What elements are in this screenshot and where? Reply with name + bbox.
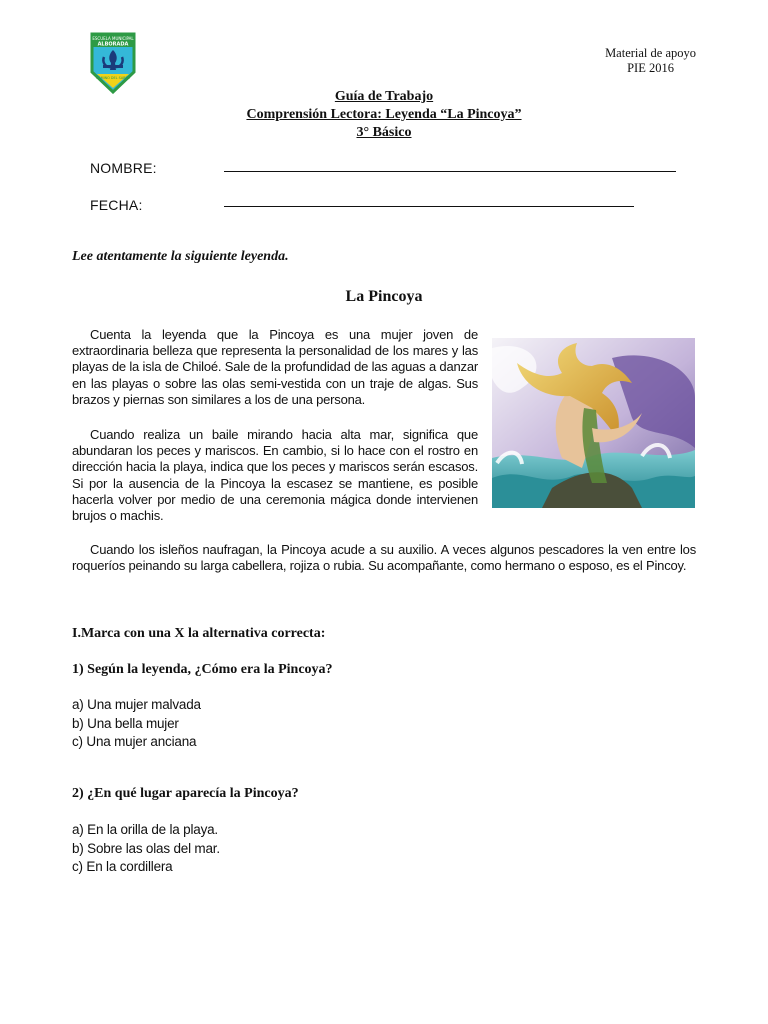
story-paragraph-1-text: Cuenta la leyenda que la Pincoya es una mujer joven de extraordinaria belleza que representa la personalidad de los mares y las playas de la isla de Chiloé. Sale de la profundidad de las aguas a danzar en las playas o sobre las olas semi-vestida con un traje de algas. Sus brazos y piernas son similares a los de una persona. (72, 327, 478, 407)
story-paragraph-3-text: Cuando los isleños naufragan, la Pincoya acude a su auxilio. A veces algunos pescadores la ven entre los roqueríos peinando su larga cabellera, rojiza o rubia. Su acompañante, como hermano o esposo, es el Pincoy. (72, 542, 696, 574)
worksheet-subtitle: Comprensión Lectora: Leyenda “La Pincoya” (246, 107, 522, 122)
name-field[interactable] (224, 171, 676, 172)
date-field[interactable] (224, 206, 634, 207)
question-2: 2) ¿En qué lugar aparecía la Pincoya? (72, 786, 299, 801)
reading-instruction: Lee atentamente la siguiente leyenda. (72, 249, 289, 264)
school-logo (90, 32, 136, 94)
name-label: NOMBRE: (90, 160, 157, 176)
svg-text:ALBORADA: ALBORADA (97, 41, 129, 48)
svg-text:CAMINO DEL SABER: CAMINO DEL SABER (96, 76, 130, 80)
grade-label: 3° Básico (356, 125, 412, 140)
exercise-title: I.Marca con una X la alternativa correcta: (72, 626, 326, 641)
support-line-2: PIE 2016 (627, 61, 674, 75)
q1-option-a[interactable]: a) Una mujer malvada (72, 697, 201, 712)
worksheet-title: Guía de Trabajo (334, 89, 434, 104)
q1-option-b[interactable]: b) Una bella mujer (72, 715, 179, 731)
date-label: FECHA: (90, 197, 143, 213)
question-2-options (72, 821, 220, 877)
story-paragraph-2-text: Cuando realiza un baile mirando hacia alta mar, significa que abundaran los peces y mariscos. En cambio, si lo hace con el rostro en dirección hacia la playa, indica que los peces y mariscos serán escasos. Si por la ausencia de la Pincoya la escasez se mantiene, es posible hacerla volver por medio de una ceremonia mágica donde intervienen brujos o machis. (72, 427, 478, 524)
question-1: 1) Según la leyenda, ¿Cómo era la Pincoya? (72, 662, 333, 677)
q2-option-b[interactable]: b) Sobre las olas del mar. (72, 840, 220, 856)
q2-option-a[interactable]: a) En la orilla de la playa. (72, 822, 218, 837)
worksheet-header (0, 88, 768, 142)
story-paragraph-1 (72, 327, 478, 408)
support-line-1: Material de apoyo (605, 46, 696, 60)
story-paragraph-2 (72, 427, 478, 524)
story-title: La Pincoya (345, 288, 423, 305)
q1-option-c[interactable]: c) Una mujer anciana (72, 734, 197, 749)
svg-text:ESCUELA MUNICIPAL: ESCUELA MUNICIPAL (92, 36, 134, 41)
pincoya-illustration (492, 338, 695, 508)
support-note (605, 46, 696, 76)
q2-option-c[interactable]: c) En la cordillera (72, 859, 173, 874)
question-1-options (72, 696, 201, 752)
story-paragraph-3 (72, 542, 696, 574)
